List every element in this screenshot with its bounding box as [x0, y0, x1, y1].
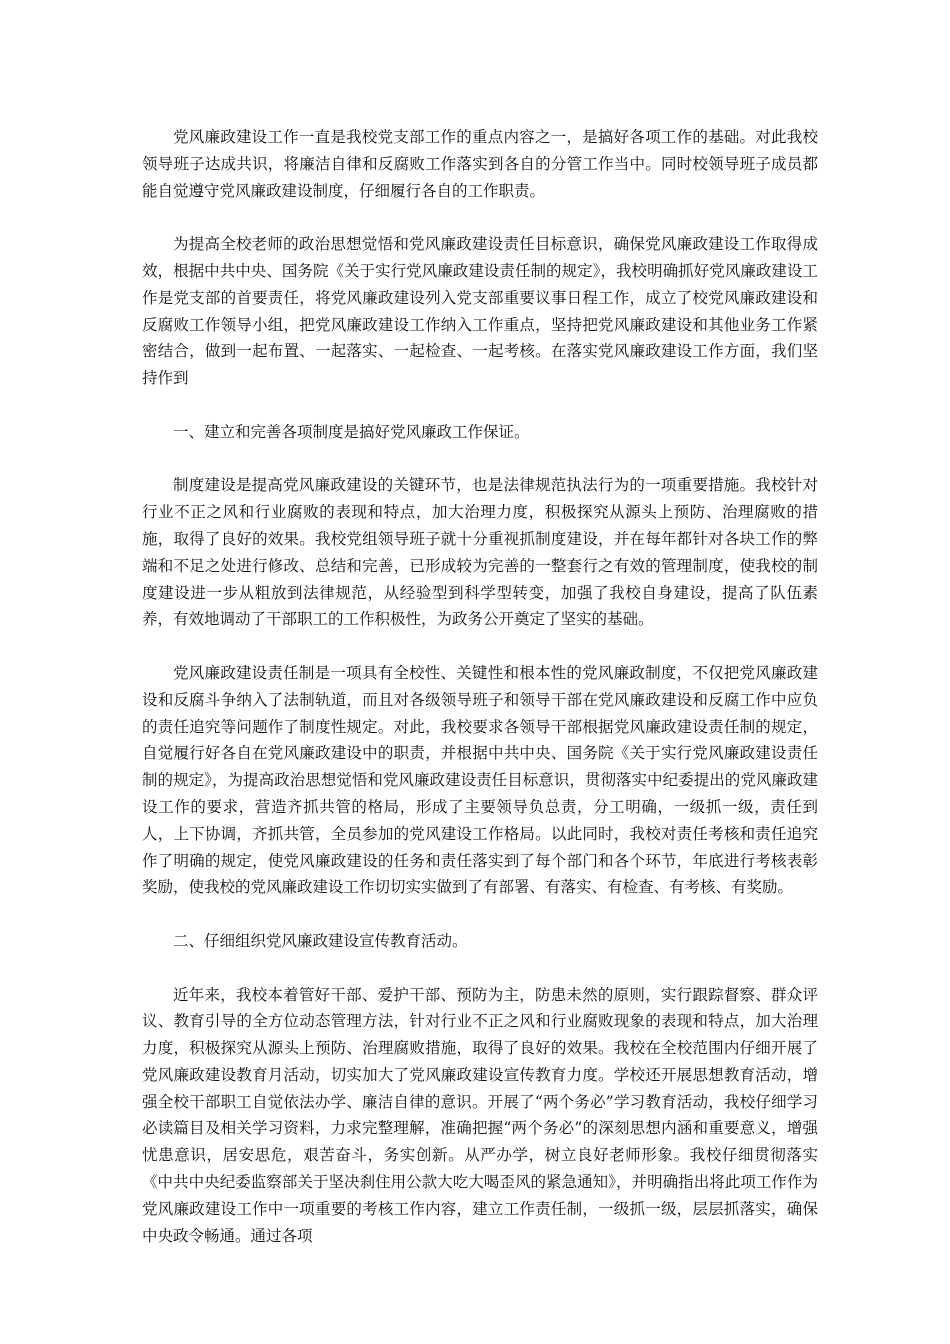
paragraph-responsibility-system: 党风廉政建设责任制是一项具有全校性、关键性和根本性的党风廉政制度，不仅把党风廉政建设和反腐斗争纳入了法制轨道，而且对各级领导班子和领导干部在党风廉政建设和反腐工作中应负的责任追究等问题作了制度性规定。对此，我校要求各领导干部根据党风廉政建设责任制的规定，自觉履行好各自在党风廉政建设中的职责，并根据中共中央、国务院《关于实行党风廉政建设责任制的规定》，为提高政治思想觉悟和党风廉政建设责任目标意识，贯彻落实中纪委提出的党风廉政建设工作的要求，营造齐抓共管的格局，形成了主要领导负总责，分工明确，一级抓一级，责任到人，上下协调，齐抓共管，全员参加的党风建设工作格局。以此同时，我校对责任考核和责任追究作了明确的规定，使党风廉政建设的任务和责任落实到了每个部门和各个环节，年底进行考核表彰奖励，使我校的党风廉政建设工作切切实实做到了有部署、有落实、有检查、有考核、有奖励。: [142, 663, 818, 897]
paragraph-responsibility: 为提高全校老师的政治思想觉悟和党风廉政建设责任目标意识，确保党风廉政建设工作取得成效，根据中共中央、国务院《关于实行党风廉政建设责任制的规定》，我校明确抓好党风廉政建设工作是党支部的首要责任，将党风廉政建设列入党支部重要议事日程工作，成立了校党风廉政建设和反腐败工作领导小组，把党风廉政建设工作纳入工作重点，坚持把党风廉政建设和其他业务工作紧密结合，做到一起布置、一起落实、一起检查、一起考核。在落实党风廉政建设工作方面，我们坚持作到: [142, 235, 818, 388]
paragraph-education: 近年来，我校本着管好干部、爱护干部、预防为主，防患未然的原则，实行跟踪督察、群众评议、教育引导的全方位动态管理方法，针对行业不正之风和行业腐败现象的表现和特点，加大治理力度，积极探究从源头上预防、治理腐败措施，取得了良好的效果。我校在全校范围内仔细开展了党风廉政建设教育月活动，切实加大了党风廉政建设宣传教育力度。学校还开展思想教育活动，增强全校干部职工自觉依法办学、廉洁自律的意识。开展了“两个务必”学习教育活动，我校仔细学习必读篇目及相关学习资料，力求完整理解，准确把握“两个务必”的深刻思想内涵和重要意义，增强忧患意识，居安思危，艰苦奋斗，务实创新。从严办学，树立良好老师形象。我校仔细贯彻落实《中共中央纪委监察部关于坚决刹住用公款大吃大喝歪风的紧急通知》，并明确指出将此项工作作为党风廉政建设工作中一项重要的考核工作内容，建立工作责任制，一级抓一级，层层抓落实，确保中央政令畅通。通过各项: [142, 985, 818, 1245]
paragraph-intro: 党风廉政建设工作一直是我校党支部工作的重点内容之一，是搞好各项工作的基础。对此我校领导班子达成共识，将廉洁自律和反腐败工作落实到各自的分管工作当中。同时校领导班子成员都能自觉遵守党风廉政建设制度，仔细履行各自的工作职责。: [142, 128, 818, 200]
section-heading-one: 一、建立和完善各项制度是搞好党风廉政工作保证。: [173, 422, 530, 441]
section-heading-two: 二、仔细组织党风廉政建设宣传教育活动。: [173, 931, 468, 950]
paragraph-system-building: 制度建设是提高党风廉政建设的关键环节，也是法律规范执法行为的一项重要措施。我校针对行业不正之风和行业腐败的表现和特点，加大治理力度，积极探究从源头上预防、治理腐败的措施，取得了良好的效果。我校党组领导班子就十分重视抓制度建设，并在每年都针对各块工作的弊端和不足之处进行修改、总结和完善，已形成较为完善的一整套行之有效的管理制度，使我校的制度建设进一步从粗放到法律规范，从经验型到科学型转变，加强了我校自身建设，提高了队伍素养，有效地调动了干部职工的工作积极性，为政务公开奠定了坚实的基础。: [142, 476, 818, 629]
